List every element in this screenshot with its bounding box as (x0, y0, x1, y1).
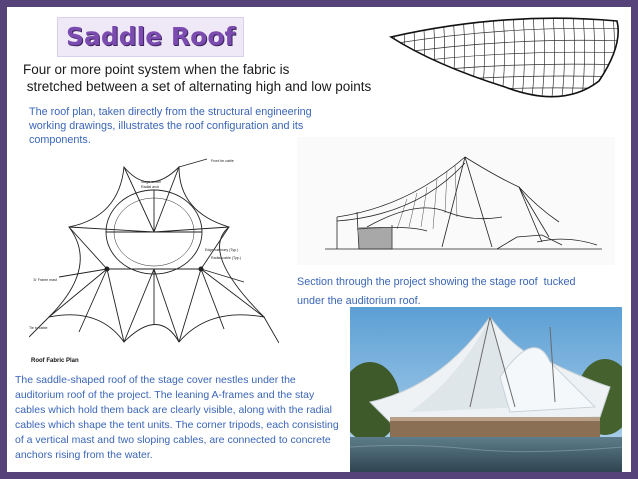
tent-photo (350, 307, 622, 472)
label-stage-crown: Stage crown (141, 180, 161, 184)
slide (7, 7, 631, 472)
slide-title: Saddle Roof (57, 17, 244, 57)
label-radial-cable: Radial cable (Typ.) (211, 256, 241, 260)
label-radial-arch: Radial arch (141, 185, 160, 189)
label-edge-catenary: Edge catenary (Typ.) (205, 248, 239, 252)
saddle-sketch (385, 15, 625, 105)
label-front-tie-cable: Front tie cable (211, 159, 234, 163)
saddle-caption: The saddle-shaped roof of the stage cover nestles under the auditorium roof of the project. The leaning A-frames and the stay cables which hold them back are clearly visible, along with the radial cables which shape the tent units. The corner tripods, each consisting of a vertical mast and two sloping cables, are connected to concrete anchors rising from the water. (15, 374, 339, 461)
roof-plan-title: Roof Fabric Plan (31, 358, 79, 364)
section-caption-line-1: Section through the project showing the stage roof tucked (297, 276, 576, 288)
label-a-frame-mast: 'A' Frame mast (33, 278, 57, 282)
roof-plan-caption: The roof plan, taken directly from the structural engineering working drawings, illustrates the roof configuration and its components. (29, 106, 312, 146)
roof-fabric-plan (29, 157, 279, 369)
subtitle-line-2: stretched between a set of alternating high and low points (23, 79, 372, 94)
subtitle-line-1: Four or more point system when the fabric is (23, 62, 290, 77)
section-caption (297, 273, 607, 311)
slide-subtitle (23, 61, 383, 95)
section-caption-line-2: under the auditorium roof. (297, 295, 421, 307)
label-tie-cable: Tie to cable (29, 326, 48, 330)
section-drawing (297, 137, 615, 265)
